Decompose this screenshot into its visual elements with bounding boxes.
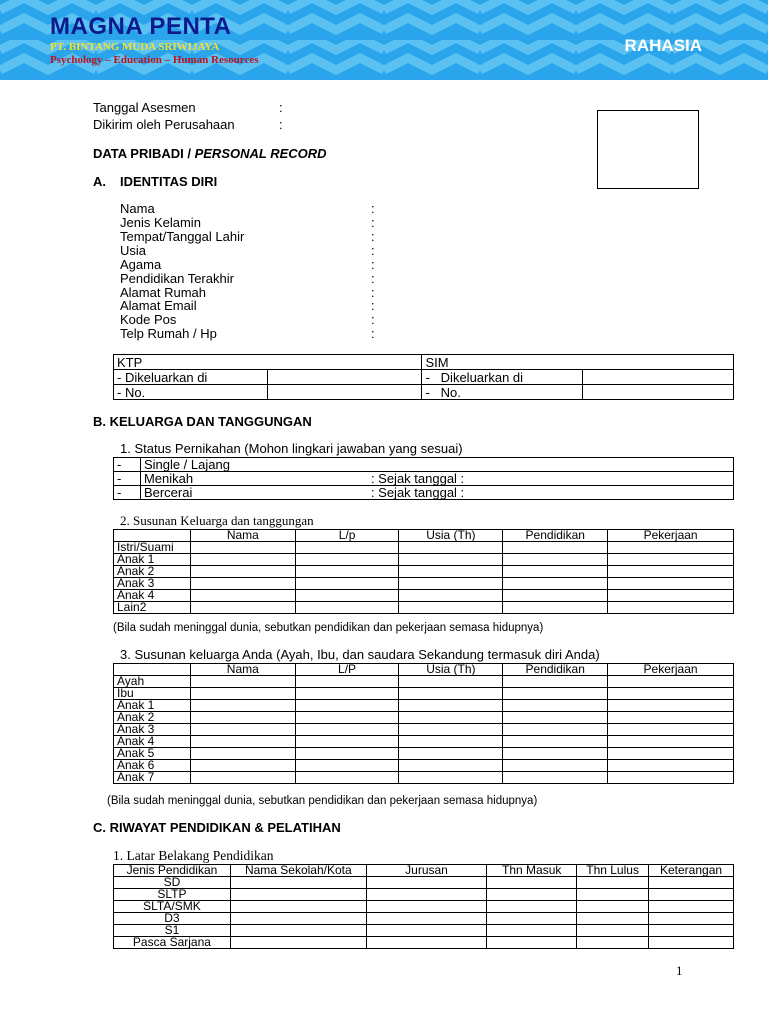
table-row — [114, 566, 734, 578]
cell[interactable] — [190, 542, 295, 554]
cell[interactable] — [503, 712, 608, 724]
header-cell: Thn Masuk — [487, 865, 577, 877]
header-cell: L/p — [295, 530, 399, 542]
cell[interactable] — [649, 925, 734, 937]
origin-table-note: (Bila sudah meninggal dunia, sebutkan pendidikan dan pekerjaan semasa hidupnya) — [107, 795, 538, 807]
cell[interactable] — [503, 724, 608, 736]
form-title-main: DATA PRIBADI / — [93, 146, 195, 161]
cell[interactable] — [190, 688, 295, 700]
cell[interactable] — [608, 772, 734, 784]
section-c-heading: C. RIWAYAT PENDIDIKAN & PELATIHAN — [93, 820, 341, 835]
table-row — [114, 578, 734, 590]
sim-no-label — [422, 385, 583, 400]
table-row — [114, 602, 734, 614]
table-row — [114, 724, 734, 736]
cell[interactable] — [399, 554, 503, 566]
field-label: Alamat Email — [120, 298, 197, 313]
cell[interactable] — [366, 901, 487, 913]
cell[interactable] — [366, 877, 487, 889]
row-label: S1 — [114, 925, 231, 937]
table-row — [114, 700, 734, 712]
colon: : — [371, 201, 375, 216]
row-label: Ayah — [114, 676, 191, 688]
table-row — [114, 748, 734, 760]
cell[interactable] — [608, 760, 734, 772]
table-row — [114, 542, 734, 554]
origin-family-table — [113, 663, 734, 784]
cell[interactable] — [503, 748, 608, 760]
cell[interactable] — [503, 772, 608, 784]
cell[interactable] — [399, 736, 503, 748]
colon: : — [371, 271, 375, 286]
cell[interactable] — [230, 925, 366, 937]
field-label: Telp Rumah / Hp — [120, 326, 217, 341]
header-cell: Thn Lulus — [577, 865, 649, 877]
ktp-label: KTP — [114, 355, 422, 370]
cell[interactable] — [503, 590, 608, 602]
marital-status-table — [113, 457, 734, 500]
form-title — [93, 147, 327, 161]
cell[interactable] — [399, 590, 503, 602]
cell[interactable] — [608, 590, 734, 602]
education-table — [113, 864, 734, 949]
colon: : — [371, 243, 375, 258]
cell[interactable] — [295, 700, 399, 712]
cell[interactable] — [577, 937, 649, 949]
cell[interactable] — [399, 724, 503, 736]
header-banner — [0, 0, 768, 80]
field-label: Alamat Rumah — [120, 285, 206, 300]
company-name: PT. BINTANG MUDA SRIWIJAYA — [50, 41, 220, 53]
cell[interactable] — [503, 676, 608, 688]
cell[interactable] — [399, 700, 503, 712]
table-row — [114, 688, 734, 700]
cell[interactable] — [608, 748, 734, 760]
header-cell: Keterangan — [649, 865, 734, 877]
status-married[interactable] — [140, 472, 733, 486]
header-cell: Pendidikan — [503, 664, 608, 676]
cell[interactable] — [608, 554, 734, 566]
cell[interactable] — [190, 602, 295, 614]
sim-issued-value[interactable] — [583, 370, 734, 385]
field-label: Jenis Kelamin — [120, 215, 201, 230]
cell[interactable] — [230, 877, 366, 889]
colon: : — [279, 117, 283, 132]
origin-table-title: 3. Susunan keluarga Anda (Ayah, Ibu, dan saudara Sekandung termasuk diri Anda) — [120, 647, 600, 662]
cell[interactable] — [399, 772, 503, 784]
cell[interactable] — [503, 566, 608, 578]
ktp-no-value[interactable] — [267, 385, 422, 400]
table-row — [114, 901, 734, 913]
cell[interactable] — [190, 748, 295, 760]
row-label: D3 — [114, 913, 231, 925]
cell[interactable] — [503, 700, 608, 712]
cell[interactable] — [399, 566, 503, 578]
field-label: Kode Pos — [120, 312, 177, 327]
cell[interactable] — [295, 602, 399, 614]
sim-no-text: No. — [440, 384, 461, 400]
sim-no-value[interactable] — [583, 385, 734, 400]
table-row — [114, 889, 734, 901]
family-table-note: (Bila sudah meninggal dunia, sebutkan pendidikan dan pekerjaan semasa hidupnya) — [113, 622, 544, 634]
table-row — [114, 590, 734, 602]
cell[interactable] — [608, 676, 734, 688]
field-label: Usia — [120, 243, 147, 258]
header-cell: Jenis Pendidikan — [114, 865, 231, 877]
id-card-table — [113, 354, 734, 400]
status-divorced[interactable] — [140, 486, 733, 500]
field-label: Nama — [120, 201, 155, 216]
cell[interactable] — [608, 542, 734, 554]
cell[interactable] — [190, 566, 295, 578]
cell[interactable] — [649, 877, 734, 889]
assessment-date-label: Tanggal Asesmen — [93, 100, 196, 115]
cell[interactable] — [487, 913, 577, 925]
cell[interactable] — [577, 901, 649, 913]
colon: : — [371, 229, 375, 244]
row-label: Anak 2 — [114, 566, 191, 578]
cell[interactable] — [649, 901, 734, 913]
cell[interactable] — [190, 724, 295, 736]
sender-label: Dikirim oleh Perusahaan — [93, 117, 235, 132]
dash: - — [425, 369, 430, 385]
row-label: SD — [114, 877, 231, 889]
cell[interactable] — [608, 688, 734, 700]
ktp-no-label: - No. — [114, 385, 268, 400]
row-label: SLTP — [114, 889, 231, 901]
header-cell: Nama — [190, 664, 295, 676]
row-label: Anak 2 — [114, 712, 191, 724]
row-label: Anak 1 — [114, 554, 191, 566]
status-single[interactable]: Single / Lajang — [140, 458, 733, 472]
company-tagline: Psychology – Education – Human Resources — [50, 54, 259, 66]
cell[interactable] — [487, 937, 577, 949]
sim-issued-text: Dikeluarkan di — [440, 369, 524, 385]
cell[interactable] — [608, 700, 734, 712]
cell[interactable] — [190, 700, 295, 712]
colon: : — [371, 326, 375, 341]
cell[interactable] — [399, 712, 503, 724]
cell[interactable] — [230, 889, 366, 901]
cell[interactable] — [487, 877, 577, 889]
cell[interactable] — [230, 913, 366, 925]
page-number: 1 — [676, 963, 683, 978]
colon: : — [279, 100, 283, 115]
status-label: Menikah — [143, 471, 194, 486]
cell[interactable] — [503, 554, 608, 566]
cell[interactable] — [503, 578, 608, 590]
cell[interactable] — [487, 889, 577, 901]
cell[interactable] — [230, 901, 366, 913]
table-row — [114, 760, 734, 772]
table-row — [114, 772, 734, 784]
cell[interactable] — [295, 676, 399, 688]
cell[interactable] — [295, 590, 399, 602]
section-b-heading: B. KELUARGA DAN TANGGUNGAN — [93, 414, 312, 429]
cell[interactable] — [190, 676, 295, 688]
row-label: Anak 6 — [114, 760, 191, 772]
cell[interactable] — [295, 760, 399, 772]
cell[interactable] — [295, 736, 399, 748]
header-cell: Usia (Th) — [399, 664, 503, 676]
since-date-label: : Sejak tanggal : — [370, 485, 465, 500]
colon: : — [371, 298, 375, 313]
photo-box — [597, 110, 699, 189]
cell[interactable] — [503, 602, 608, 614]
cell[interactable] — [608, 712, 734, 724]
cell[interactable] — [366, 889, 487, 901]
since-date-label: : Sejak tanggal : — [370, 471, 465, 486]
cell[interactable] — [295, 566, 399, 578]
ktp-issued-value[interactable] — [267, 370, 422, 385]
cell[interactable] — [649, 889, 734, 901]
row-label: Ibu — [114, 688, 191, 700]
dash: - — [114, 472, 141, 486]
field-label: Tempat/Tanggal Lahir — [120, 229, 245, 244]
table-row — [114, 736, 734, 748]
header-cell: Nama Sekolah/Kota — [230, 865, 366, 877]
cell[interactable] — [608, 566, 734, 578]
row-label: Anak 4 — [114, 590, 191, 602]
cell[interactable] — [230, 937, 366, 949]
confidential-label: RAHASIA — [624, 36, 702, 55]
cell[interactable] — [295, 712, 399, 724]
colon: : — [371, 312, 375, 327]
colon: : — [371, 285, 375, 300]
cell[interactable] — [649, 937, 734, 949]
form-title-italic: PERSONAL RECORD — [194, 146, 327, 161]
marital-status-title: 1. Status Pernikahan (Mohon lingkari jawaban yang sesuai) — [120, 441, 463, 456]
cell[interactable] — [503, 736, 608, 748]
cell[interactable] — [577, 877, 649, 889]
row-label: Anak 7 — [114, 772, 191, 784]
sim-label: SIM — [422, 355, 734, 370]
cell[interactable] — [577, 925, 649, 937]
table-row — [114, 554, 734, 566]
cell[interactable] — [503, 542, 608, 554]
cell[interactable] — [190, 772, 295, 784]
dash: - — [114, 486, 141, 500]
cell[interactable] — [487, 901, 577, 913]
cell[interactable] — [295, 748, 399, 760]
table-row — [114, 913, 734, 925]
cell[interactable] — [399, 688, 503, 700]
cell[interactable] — [399, 676, 503, 688]
cell[interactable] — [399, 578, 503, 590]
cell[interactable] — [295, 724, 399, 736]
cell[interactable] — [487, 925, 577, 937]
row-label: Anak 5 — [114, 748, 191, 760]
cell[interactable] — [295, 554, 399, 566]
cell[interactable] — [366, 913, 487, 925]
family-table-title: 2. Susunan Keluarga dan tanggungan — [120, 513, 314, 528]
cell[interactable] — [366, 925, 487, 937]
table-row — [114, 937, 734, 949]
colon: : — [371, 257, 375, 272]
cell[interactable] — [577, 889, 649, 901]
cell[interactable] — [295, 578, 399, 590]
row-label: Anak 4 — [114, 736, 191, 748]
cell[interactable] — [190, 736, 295, 748]
section-a-letter: A. — [93, 174, 106, 189]
cell[interactable] — [399, 760, 503, 772]
cell[interactable] — [608, 578, 734, 590]
family-table — [113, 529, 734, 614]
cell[interactable] — [295, 542, 399, 554]
cell[interactable] — [190, 578, 295, 590]
cell[interactable] — [608, 724, 734, 736]
cell[interactable] — [608, 736, 734, 748]
header-cell: L/P — [295, 664, 399, 676]
header-cell: Nama — [190, 530, 295, 542]
cell[interactable] — [295, 772, 399, 784]
status-label: Bercerai — [143, 485, 193, 500]
row-label: Lain2 — [114, 602, 191, 614]
ktp-issued-label: - Dikeluarkan di — [114, 370, 268, 385]
field-label: Pendidikan Terakhir — [120, 271, 234, 286]
header-cell: Pekerjaan — [608, 530, 734, 542]
header-cell: Pendidikan — [503, 530, 608, 542]
education-subtitle: 1. Latar Belakang Pendidikan — [113, 848, 274, 863]
header-cell: Pekerjaan — [608, 664, 734, 676]
row-label: Anak 3 — [114, 578, 191, 590]
row-label: SLTA/SMK — [114, 901, 231, 913]
cell[interactable] — [577, 913, 649, 925]
cell[interactable] — [503, 760, 608, 772]
cell[interactable] — [399, 748, 503, 760]
cell[interactable] — [649, 913, 734, 925]
cell[interactable] — [190, 760, 295, 772]
sim-issued-label — [422, 370, 583, 385]
cell[interactable] — [503, 688, 608, 700]
table-row — [114, 676, 734, 688]
field-label: Agama — [120, 257, 162, 272]
dash: - — [425, 384, 430, 400]
section-a-heading: IDENTITAS DIRI — [120, 174, 218, 189]
cell[interactable] — [190, 554, 295, 566]
brand-name: MAGNA PENTA — [50, 13, 232, 40]
cell[interactable] — [190, 590, 295, 602]
cell[interactable] — [608, 602, 734, 614]
dash: - — [114, 458, 141, 472]
cell[interactable] — [366, 937, 487, 949]
row-label: Anak 1 — [114, 700, 191, 712]
table-row — [114, 712, 734, 724]
cell[interactable] — [190, 712, 295, 724]
row-label: Pasca Sarjana — [114, 937, 231, 949]
cell[interactable] — [295, 688, 399, 700]
header-cell: Usia (Th) — [399, 530, 503, 542]
table-row — [114, 877, 734, 889]
cell[interactable] — [399, 602, 503, 614]
row-label: Anak 3 — [114, 724, 191, 736]
cell[interactable] — [399, 542, 503, 554]
colon: : — [371, 215, 375, 230]
header-cell: Jurusan — [366, 865, 487, 877]
row-label: Istri/Suami — [114, 542, 191, 554]
